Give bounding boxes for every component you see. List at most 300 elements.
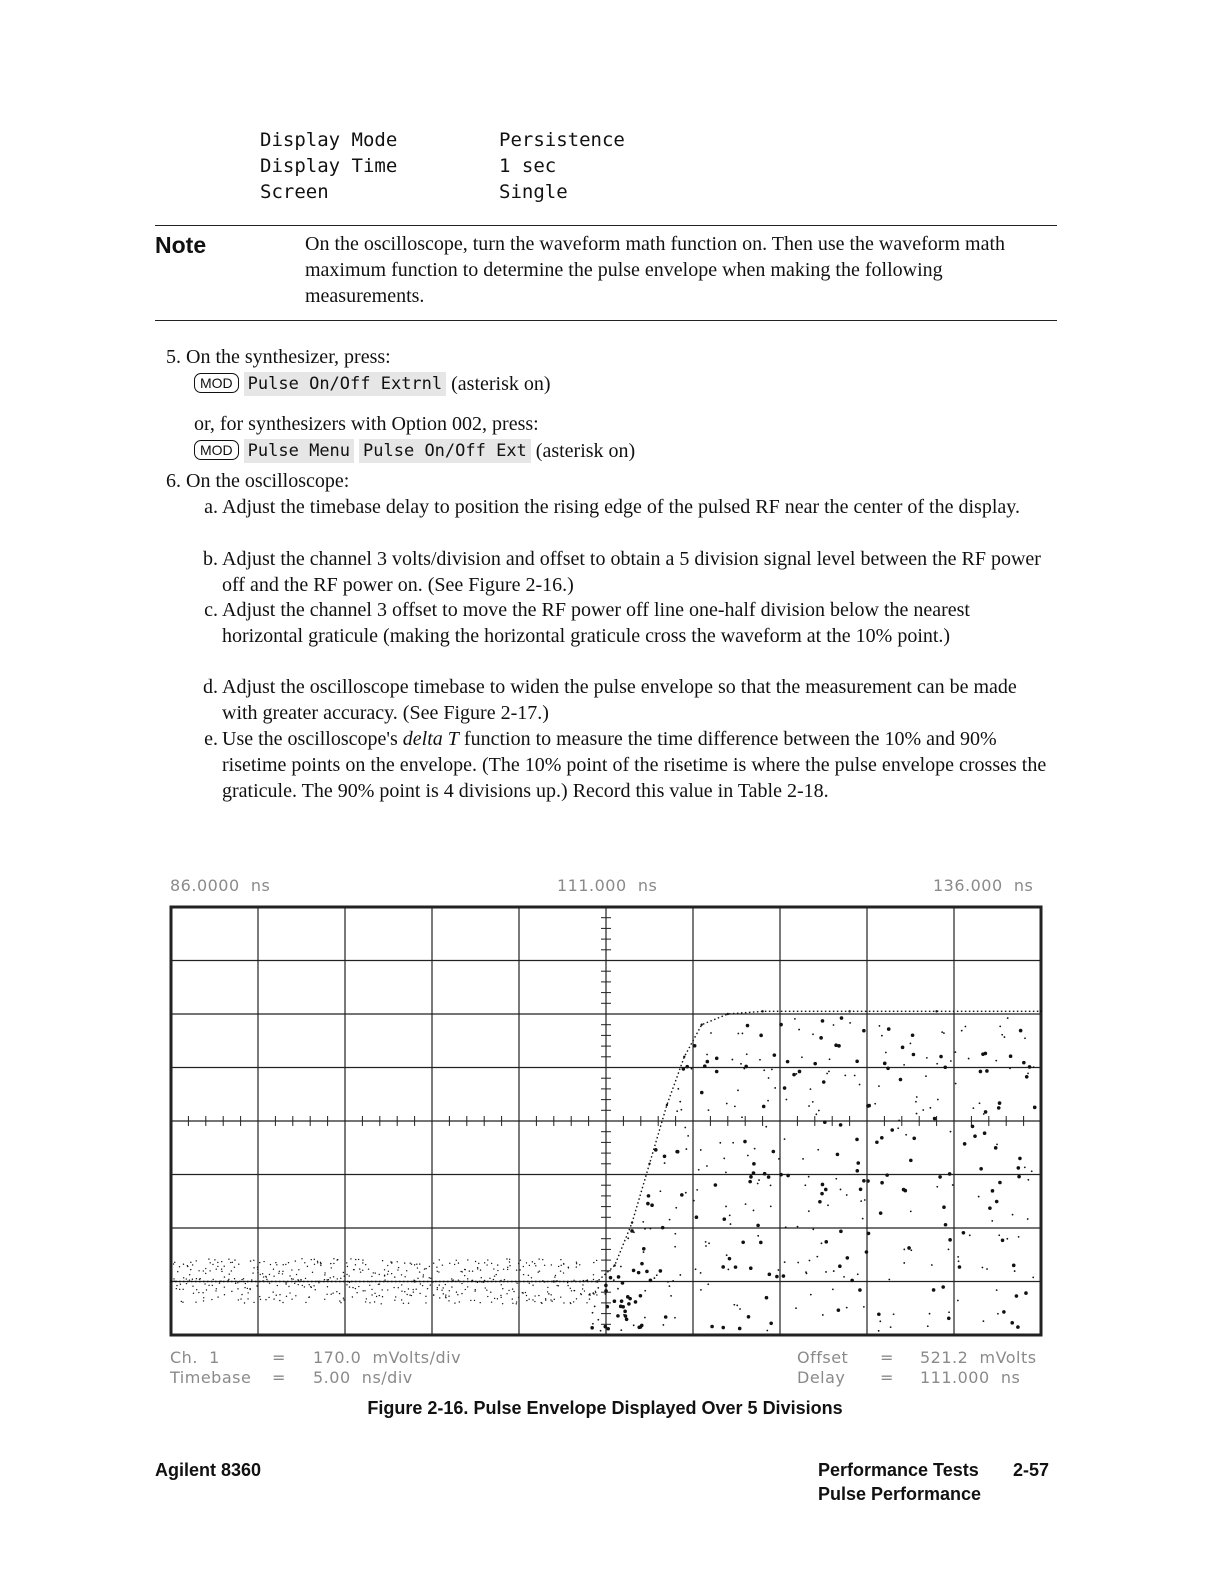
pulse-fill-dot	[786, 1174, 790, 1178]
pulse-fill-dot	[698, 1169, 700, 1171]
pulse-fill-dot	[740, 1063, 742, 1065]
baseline-noise-point	[480, 1302, 481, 1303]
baseline-noise-point	[477, 1282, 478, 1283]
pulse-fill-dot	[810, 1088, 812, 1090]
pulse-fill-dot	[808, 1105, 810, 1107]
pulse-fill-dot	[825, 1271, 827, 1273]
baseline-noise-point	[314, 1259, 315, 1260]
baseline-noise-point	[257, 1266, 258, 1267]
pulse-fill-dot	[850, 1279, 854, 1283]
baseline-noise-point	[555, 1275, 556, 1276]
scope-time-center: 111.000 ns	[557, 876, 658, 895]
pulse-fill-dot	[746, 1053, 748, 1055]
baseline-noise-point	[179, 1266, 180, 1267]
baseline-noise-point	[373, 1272, 374, 1273]
baseline-noise-point	[516, 1303, 517, 1304]
baseline-noise-point	[217, 1266, 218, 1267]
pulse-fill-dot	[890, 1326, 892, 1328]
baseline-noise-point	[493, 1268, 494, 1269]
baseline-noise-point	[584, 1290, 585, 1291]
pulse-fill-dot	[839, 1230, 843, 1234]
pulse-fill-dot	[835, 1178, 837, 1180]
pulse-fill-dot	[878, 1085, 880, 1087]
pulse-fill-dot	[736, 1304, 738, 1306]
baseline-noise-point	[516, 1282, 517, 1283]
baseline-noise-point	[508, 1290, 509, 1291]
mod-hardkey[interactable]: MOD	[194, 440, 239, 460]
pulse-fill-dot	[801, 1056, 803, 1058]
footer-product: Agilent 8360	[155, 1460, 262, 1480]
channel-equals: =	[272, 1348, 286, 1367]
baseline-noise-point	[593, 1279, 594, 1280]
baseline-noise-point	[187, 1265, 188, 1266]
baseline-noise-point	[324, 1274, 325, 1275]
substep-label: d.	[203, 676, 218, 698]
baseline-noise-point	[388, 1271, 389, 1272]
pulse-fill-dot	[936, 1063, 938, 1065]
baseline-noise-point	[301, 1258, 302, 1259]
baseline-noise-point	[397, 1269, 398, 1270]
baseline-noise-point	[217, 1262, 218, 1263]
pulse-fill-dot	[747, 1315, 751, 1319]
baseline-noise-point	[595, 1291, 596, 1292]
pulse-fill-dot	[862, 1179, 866, 1183]
baseline-noise-point	[346, 1274, 347, 1275]
pulse-fill-dot	[592, 1292, 594, 1294]
baseline-noise-point	[177, 1271, 178, 1272]
pulse-fill-dot	[812, 1033, 814, 1035]
pulse-fill-dot	[1024, 1291, 1028, 1295]
baseline-noise-point	[320, 1265, 321, 1266]
pulse-fill-dot	[983, 1320, 985, 1322]
pulse-fill-dot	[999, 1025, 1001, 1027]
pulse-fill-dot	[1019, 1029, 1023, 1033]
pulse-fill-dot	[747, 1155, 749, 1157]
pulse-fill-dot	[969, 1234, 971, 1236]
baseline-noise-point	[531, 1277, 532, 1278]
pulse-fill-dot	[943, 1065, 947, 1069]
pulse-fill-dot	[874, 1103, 876, 1105]
pulse-fill-dot	[620, 1266, 622, 1268]
substep-label: a.	[204, 496, 218, 518]
delay-label: Delay	[797, 1368, 846, 1387]
pulse-fill-dot	[707, 1283, 709, 1285]
baseline-noise-point	[375, 1272, 376, 1273]
asterisk-note: (asterisk on)	[451, 373, 551, 395]
pulse-fill-dot	[757, 1235, 759, 1237]
baseline-noise-point	[311, 1287, 312, 1288]
baseline-noise-point	[497, 1298, 498, 1299]
setting-value: 1 sec	[499, 155, 557, 177]
pulse-fill-dot	[743, 1068, 745, 1070]
pulse-fill-dot	[943, 1032, 945, 1034]
baseline-noise-point	[189, 1279, 190, 1280]
baseline-noise-point	[295, 1295, 296, 1296]
baseline-noise-point	[534, 1263, 535, 1264]
baseline-noise-point	[365, 1264, 366, 1265]
pulse-fill-dot	[653, 1277, 655, 1279]
baseline-noise-point	[465, 1289, 466, 1290]
substep-text: Adjust the channel 3 offset to move the RF power off line one-half division below the nearest horizontal graticule (making the horizontal graticule cross the waveform at the 10% point.)	[222, 599, 970, 647]
pulse-fill-dot	[600, 1330, 602, 1332]
pulse-fill-dot	[985, 1069, 989, 1073]
pulse-fill-dot	[634, 1300, 638, 1304]
baseline-noise-point	[277, 1285, 278, 1286]
baseline-noise-point	[298, 1280, 299, 1281]
baseline-noise-point	[395, 1296, 396, 1297]
pulse-on-off-ext-softkey[interactable]: Pulse On/Off Ext	[359, 439, 531, 463]
offset-value: 521.2 mVolts	[920, 1348, 1037, 1367]
pulse-fill-dot	[823, 1120, 827, 1124]
pulse-fill-dot	[680, 1193, 684, 1197]
baseline-noise-point	[212, 1279, 213, 1280]
pulse-fill-dot	[621, 1281, 625, 1285]
baseline-noise-point	[526, 1295, 527, 1296]
pulse-fill-dot	[743, 1140, 747, 1144]
baseline-noise-point	[317, 1262, 318, 1263]
baseline-noise-point	[263, 1276, 264, 1277]
baseline-noise-point	[494, 1298, 495, 1299]
baseline-noise-point	[558, 1266, 559, 1267]
baseline-noise-point	[347, 1266, 348, 1267]
pulse-fill-dot	[915, 1101, 917, 1103]
pulse-fill-dot	[936, 1186, 938, 1188]
baseline-noise-point	[419, 1263, 420, 1264]
pulse-fill-dot	[816, 1256, 818, 1258]
pulse-fill-dot	[950, 1131, 952, 1133]
pulse-fill-dot	[822, 1080, 826, 1084]
baseline-noise-point	[318, 1282, 319, 1283]
pulse-fill-dot	[965, 1026, 967, 1028]
pulse-fill-dot	[792, 1073, 796, 1077]
baseline-noise-point	[589, 1293, 590, 1294]
pulse-fill-dot	[929, 1107, 931, 1109]
pulse-on-off-extrnl-softkey[interactable]: Pulse On/Off Extrnl	[244, 372, 446, 396]
baseline-noise-point	[212, 1285, 213, 1286]
baseline-noise-point	[467, 1278, 468, 1279]
pulse-fill-dot	[1012, 1214, 1014, 1216]
baseline-noise-point	[411, 1263, 412, 1264]
pulse-fill-dot	[1010, 1321, 1014, 1325]
baseline-noise-point	[500, 1295, 501, 1296]
pulse-fill-dot	[1002, 1310, 1006, 1314]
baseline-noise-point	[576, 1266, 577, 1267]
baseline-noise-point	[442, 1264, 443, 1265]
baseline-noise-point	[253, 1302, 254, 1303]
pulse-fill-dot	[729, 1214, 731, 1216]
pulse-fill-dot	[700, 1149, 702, 1151]
pulse-fill-dot	[670, 1295, 672, 1297]
baseline-noise-point	[433, 1294, 434, 1295]
baseline-noise-point	[522, 1292, 523, 1293]
pulse-fill-dot	[746, 1024, 750, 1028]
baseline-noise-point	[432, 1281, 433, 1282]
pulse-fill-dot	[695, 1215, 699, 1219]
baseline-noise-point	[464, 1269, 465, 1270]
baseline-noise-point	[504, 1279, 505, 1280]
pulse-menu-softkey[interactable]: Pulse Menu	[244, 439, 354, 463]
baseline-noise-point	[518, 1297, 519, 1298]
pulse-fill-dot	[818, 1200, 822, 1204]
pulse-fill-dot	[710, 1325, 714, 1329]
pulse-fill-dot	[948, 1311, 950, 1313]
pulse-fill-dot	[733, 1304, 735, 1306]
baseline-noise-point	[381, 1289, 382, 1290]
baseline-noise-point	[484, 1262, 485, 1263]
baseline-noise-point	[477, 1268, 478, 1269]
pulse-fill-dot	[1024, 1037, 1026, 1039]
baseline-noise-point	[528, 1299, 529, 1300]
pulse-fill-dot	[997, 1313, 999, 1315]
pulse-envelope-point	[631, 1221, 633, 1223]
pulse-fill-dot	[832, 1288, 834, 1290]
pulse-fill-dot	[676, 1150, 680, 1154]
baseline-noise-point	[312, 1272, 313, 1273]
pulse-fill-dot	[827, 1204, 829, 1206]
baseline-noise-point	[547, 1287, 548, 1288]
baseline-noise-point	[286, 1296, 287, 1297]
baseline-noise-point	[494, 1275, 495, 1276]
pulse-fill-dot	[644, 1317, 646, 1319]
pulse-fill-dot	[742, 1033, 744, 1035]
baseline-noise-point	[409, 1294, 410, 1295]
pulse-fill-dot	[763, 1069, 765, 1071]
baseline-noise-point	[454, 1302, 455, 1303]
pulse-fill-dot	[679, 1101, 681, 1103]
pulse-fill-dot	[779, 1173, 783, 1177]
baseline-noise-point	[245, 1283, 246, 1284]
baseline-noise-point	[582, 1284, 583, 1285]
pulse-fill-dot	[858, 1288, 862, 1292]
pulse-fill-dot	[864, 1199, 866, 1201]
baseline-noise-point	[461, 1293, 462, 1294]
baseline-noise-point	[445, 1294, 446, 1295]
pulse-fill-dot	[623, 1314, 625, 1316]
baseline-noise-point	[249, 1289, 250, 1290]
pulse-fill-dot	[734, 1265, 738, 1269]
baseline-noise-point	[234, 1259, 235, 1260]
pulse-fill-dot	[820, 1192, 824, 1196]
pulse-fill-dot	[770, 1185, 772, 1187]
baseline-noise-point	[477, 1267, 478, 1268]
pulse-fill-dot	[675, 1207, 677, 1209]
pulse-fill-dot	[968, 1058, 970, 1060]
pulse-fill-dot	[839, 1123, 843, 1127]
pulse-fill-dot	[1018, 1236, 1020, 1238]
baseline-noise-point	[429, 1277, 430, 1278]
mod-hardkey[interactable]: MOD	[194, 373, 239, 393]
settings-row	[260, 153, 625, 179]
baseline-noise-point	[317, 1261, 318, 1262]
baseline-noise-point	[593, 1262, 594, 1263]
baseline-noise-point	[304, 1262, 305, 1263]
baseline-noise-point	[408, 1288, 409, 1289]
pulse-fill-dot	[775, 1275, 779, 1279]
baseline-noise-point	[276, 1264, 277, 1265]
pulse-fill-dot	[991, 1220, 993, 1222]
baseline-noise-point	[359, 1268, 360, 1269]
baseline-noise-point	[436, 1266, 437, 1267]
pulse-fill-dot	[757, 1183, 759, 1185]
baseline-noise-point	[509, 1259, 510, 1260]
baseline-noise-point	[419, 1271, 420, 1272]
baseline-noise-point	[183, 1277, 184, 1278]
baseline-noise-point	[437, 1289, 438, 1290]
baseline-noise-point	[269, 1282, 270, 1283]
pulse-fill-dot	[903, 1064, 905, 1066]
pulse-fill-dot	[606, 1327, 610, 1331]
baseline-noise-point	[457, 1294, 458, 1295]
baseline-noise-point	[174, 1262, 175, 1263]
baseline-noise-point	[526, 1300, 527, 1301]
baseline-noise-point	[294, 1283, 295, 1284]
baseline-noise-point	[247, 1292, 248, 1293]
baseline-noise-point	[270, 1264, 271, 1265]
baseline-noise-point	[384, 1279, 385, 1280]
pulse-fill-dot	[1009, 1054, 1013, 1058]
baseline-noise-point	[534, 1301, 535, 1302]
note-label: Note	[155, 232, 207, 258]
baseline-noise-point	[391, 1262, 392, 1263]
baseline-noise-point	[257, 1269, 258, 1270]
baseline-noise-point	[176, 1285, 177, 1286]
pulse-envelope-point	[727, 1013, 729, 1015]
pulse-fill-dot	[700, 1091, 704, 1095]
baseline-noise-point	[403, 1303, 404, 1304]
baseline-noise-point	[364, 1290, 365, 1291]
baseline-noise-point	[314, 1264, 315, 1265]
pulse-fill-dot	[708, 1242, 710, 1244]
pulse-fill-dot	[763, 1172, 767, 1176]
pulse-fill-dot	[954, 1051, 956, 1053]
pulse-fill-dot	[700, 1272, 702, 1274]
baseline-noise-point	[558, 1285, 559, 1286]
pulse-fill-dot	[784, 1261, 786, 1263]
pulse-envelope-point	[761, 1010, 763, 1012]
baseline-noise-point	[298, 1269, 299, 1270]
pulse-fill-dot	[808, 1176, 810, 1178]
pulse-fill-dot	[723, 1158, 725, 1160]
baseline-noise-point	[576, 1298, 577, 1299]
baseline-noise-point	[506, 1258, 507, 1259]
baseline-noise-point	[556, 1280, 557, 1281]
figure-caption: Figure 2-16. Pulse Envelope Displayed Over 5 Divisions	[367, 1398, 843, 1418]
pulse-fill-dot	[594, 1306, 596, 1308]
baseline-noise-point	[472, 1271, 473, 1272]
baseline-noise-point	[398, 1287, 399, 1288]
baseline-noise-point	[224, 1294, 225, 1295]
baseline-noise-point	[534, 1295, 535, 1296]
baseline-noise-point	[330, 1294, 331, 1295]
pulse-fill-dot	[647, 1194, 651, 1198]
baseline-noise-point	[433, 1263, 434, 1264]
pulse-fill-dot	[912, 1053, 916, 1057]
baseline-noise-point	[186, 1283, 187, 1284]
baseline-noise-point	[234, 1278, 235, 1279]
pulse-fill-dot	[1017, 1175, 1021, 1179]
baseline-noise-point	[596, 1260, 597, 1261]
pulse-fill-dot	[916, 1113, 918, 1115]
baseline-noise-point	[173, 1263, 174, 1264]
baseline-noise-point	[461, 1283, 462, 1284]
pulse-fill-dot	[777, 1269, 779, 1271]
baseline-noise-point	[336, 1291, 337, 1292]
baseline-noise-point	[263, 1261, 264, 1262]
baseline-noise-point	[235, 1283, 236, 1284]
pulse-fill-dot	[633, 1231, 635, 1233]
baseline-noise-point	[279, 1300, 280, 1301]
pulse-envelope-point	[648, 1163, 650, 1165]
baseline-noise-point	[209, 1270, 210, 1271]
pulse-fill-dot	[855, 1169, 859, 1173]
baseline-noise-point	[419, 1293, 420, 1294]
pulse-fill-dot	[669, 1285, 671, 1287]
baseline-noise-point	[520, 1259, 521, 1260]
pulse-fill-dot	[938, 1175, 942, 1179]
pulse-fill-dot	[752, 1171, 756, 1175]
baseline-noise-point	[413, 1291, 414, 1292]
pulse-fill-dot	[901, 1046, 905, 1050]
baseline-noise-point	[554, 1276, 555, 1277]
pulse-fill-dot	[981, 1267, 983, 1269]
baseline-noise-point	[451, 1278, 452, 1279]
pulse-fill-dot	[926, 1057, 928, 1059]
pulse-fill-dot	[877, 1312, 881, 1316]
pulse-fill-dot	[795, 1307, 797, 1309]
baseline-noise-point	[198, 1270, 199, 1271]
pulse-fill-dot	[997, 1106, 1001, 1110]
pulse-envelope-point	[1040, 1010, 1042, 1012]
baseline-noise-point	[216, 1269, 217, 1270]
pulse-fill-dot	[1017, 1166, 1021, 1170]
pulse-fill-dot	[786, 1060, 790, 1064]
baseline-noise-point	[526, 1262, 527, 1263]
pulse-fill-dot	[680, 1109, 682, 1111]
note-bottom-rule	[155, 320, 1057, 321]
pulse-fill-dot	[875, 1140, 879, 1144]
substep-label: b.	[203, 548, 218, 570]
baseline-noise-point	[425, 1296, 426, 1297]
pulse-fill-dot	[840, 1189, 842, 1191]
baseline-noise-point	[369, 1285, 370, 1286]
pulse-fill-dot	[950, 1060, 952, 1062]
baseline-noise-point	[352, 1287, 353, 1288]
baseline-noise-point	[406, 1270, 407, 1271]
baseline-noise-point	[414, 1264, 415, 1265]
pulse-fill-dot	[664, 1315, 668, 1319]
pulse-fill-dot	[907, 1246, 911, 1250]
step-number: 5.	[166, 346, 181, 368]
baseline-noise-point	[445, 1284, 446, 1285]
baseline-noise-point	[585, 1280, 586, 1281]
baseline-noise-point	[232, 1262, 233, 1263]
baseline-noise-point	[574, 1290, 575, 1291]
pulse-fill-dot	[1012, 1264, 1016, 1268]
substep-text: Adjust the timebase delay to position the rising edge of the pulsed RF near the center of the display.	[222, 496, 1020, 518]
substep-label: c.	[204, 599, 218, 621]
delta-t-term: delta T	[402, 728, 459, 750]
baseline-noise-point	[333, 1276, 334, 1277]
pulse-fill-dot	[726, 1103, 728, 1105]
baseline-noise-point	[285, 1283, 286, 1284]
pulse-fill-dot	[667, 1281, 669, 1283]
setting-value: Persistence	[499, 129, 625, 151]
baseline-noise-point	[228, 1279, 229, 1280]
step-5-alt-keys	[194, 438, 635, 464]
baseline-noise-point	[454, 1264, 455, 1265]
baseline-noise-point	[330, 1277, 331, 1278]
pulse-fill-dot	[885, 1173, 889, 1177]
